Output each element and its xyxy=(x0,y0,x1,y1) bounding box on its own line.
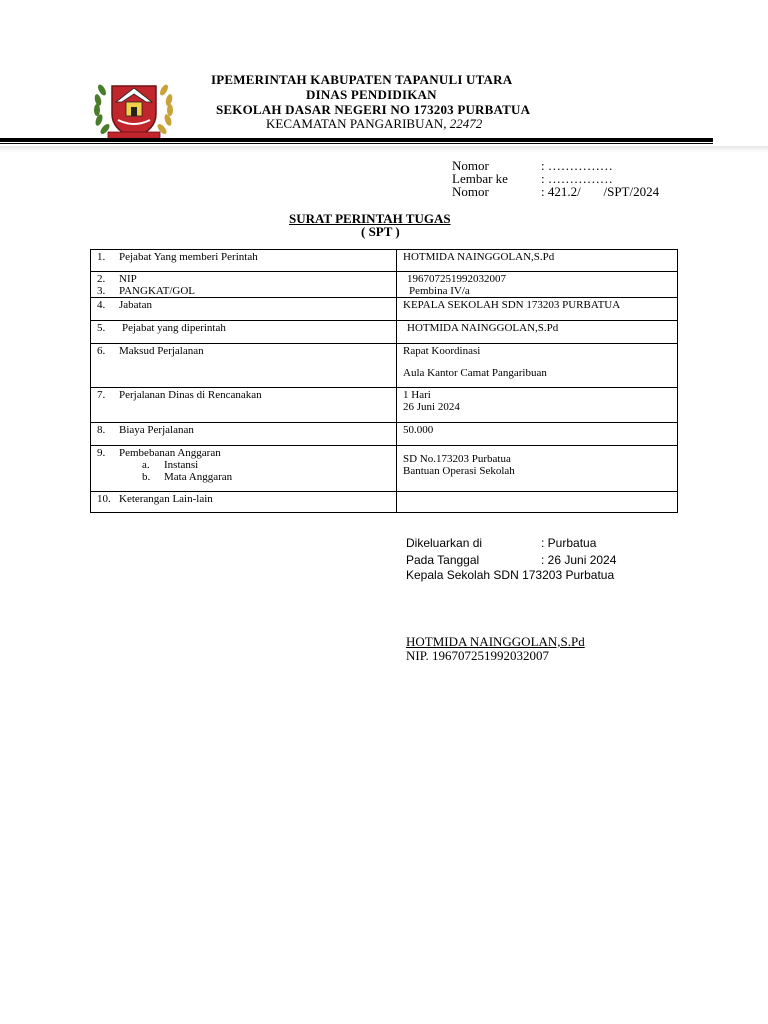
table-row xyxy=(91,321,678,344)
row-2-3-value: 196707251992032007 Pembina IV/a xyxy=(397,272,678,298)
table-row xyxy=(91,388,678,423)
document-title: SURAT PERINTAH TUGAS xyxy=(289,211,451,226)
signatory-nip: NIP. 196707251992032007 xyxy=(406,648,550,663)
meta-value-nomor-2: : 421.2/ /SPT/2024 xyxy=(541,184,660,199)
document-subtitle: ( SPT ) xyxy=(361,224,400,239)
letterhead-district: KECAMATAN PANGARIBUAN, xyxy=(266,116,450,131)
issued-date-label: Pada Tanggal xyxy=(406,553,480,567)
row-5-value: HOTMIDA NAINGGOLAN,S.Pd xyxy=(397,321,678,344)
letterhead-postcode: 22472 xyxy=(449,116,483,131)
row-6-value: Rapat Koordinasi Aula Kantor Camat Pangaribuan xyxy=(397,344,678,388)
table-row xyxy=(91,250,678,272)
table-row xyxy=(91,423,678,446)
row-4-value: KEPALA SEKOLAH SDN 173203 PURBATUA xyxy=(397,298,678,321)
row-8-value: 50.000 xyxy=(397,423,678,446)
row-7-label: 7. Perjalanan Dinas di Rencanakan xyxy=(91,388,397,423)
row-9-label: 9. Pembebanan Anggaran a. Instansi b. Mata Anggaran xyxy=(91,446,397,492)
issuer-position: Kepala Sekolah SDN 173203 Purbatua xyxy=(406,568,615,582)
row-4-label: 4. Jabatan xyxy=(91,298,397,321)
row-2-3-label: 2. NIP 3. PANGKAT/GOL xyxy=(91,272,397,298)
row-1-value: HOTMIDA NAINGGOLAN,S.Pd xyxy=(397,250,678,272)
meta-value-nomor-1: : …………… xyxy=(541,158,613,173)
letterhead-line-4 xyxy=(266,116,482,132)
meta-label-lembar: Lembar ke xyxy=(452,171,508,186)
issued-date-value: : 26 Juni 2024 xyxy=(541,553,617,567)
row-5-label: 5. Pejabat yang diperintah xyxy=(91,321,397,344)
table-row xyxy=(91,492,678,513)
letterhead-line-1: IPEMERINTAH KABUPATEN TAPANULI UTARA xyxy=(211,72,513,87)
spt-table xyxy=(90,249,678,513)
regency-emblem-logo xyxy=(88,72,180,142)
row-7-value: 1 Hari 26 Juni 2024 xyxy=(397,388,678,423)
row-8-label: 8. Biaya Perjalanan xyxy=(91,423,397,446)
meta-label-nomor-2: Nomor xyxy=(452,184,489,199)
table-row xyxy=(91,344,678,388)
letterhead-thick-rule xyxy=(0,138,713,142)
issued-place-label: Dikeluarkan di xyxy=(406,536,483,550)
row-1-label: 1. Pejabat Yang memberi Perintah xyxy=(91,250,397,272)
table-row xyxy=(91,446,678,492)
row-10-value xyxy=(397,492,678,513)
letterhead-shadow xyxy=(0,146,768,152)
meta-label-nomor-1: Nomor xyxy=(452,158,489,173)
row-9-value: SD No.173203 Purbatua Bantuan Operasi Sekolah xyxy=(397,446,678,492)
row-6-label: 6. Maksud Perjalanan xyxy=(91,344,397,388)
letterhead-thin-rule xyxy=(0,143,713,144)
letterhead-line-3: SEKOLAH DASAR NEGERI NO 173203 PURBATUA xyxy=(216,102,531,117)
letterhead-line-2: DINAS PENDIDIKAN xyxy=(306,87,437,102)
table-row xyxy=(91,298,678,321)
signatory-name: HOTMIDA NAINGGOLAN,S.Pd xyxy=(406,634,585,649)
meta-value-lembar: : …………… xyxy=(541,171,613,186)
row-10-label: 10. Keterangan Lain-lain xyxy=(91,492,397,513)
issued-place-value: : Purbatua xyxy=(541,536,597,550)
table-row xyxy=(91,272,678,298)
